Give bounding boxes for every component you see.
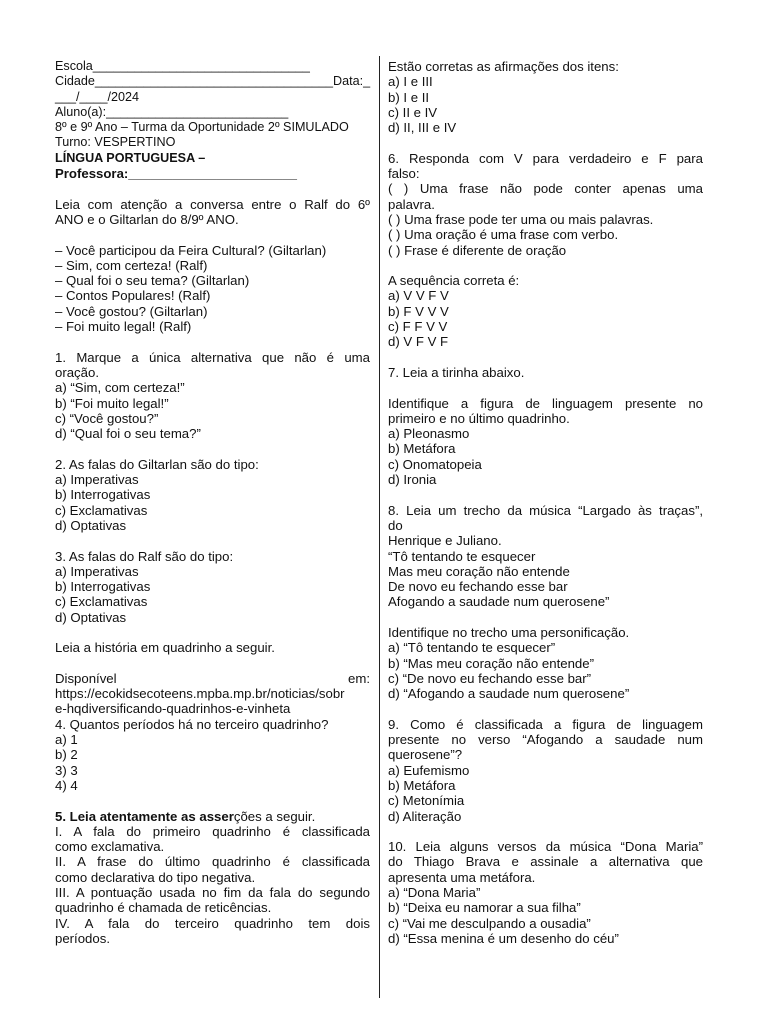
text-line: a) Pleonasmo <box>388 426 470 442</box>
text-line: – Contos Populares! (Ralf) <box>55 288 211 304</box>
text-line: Disponível em: <box>55 670 370 686</box>
text-line: oração. <box>55 364 99 380</box>
text-line: 5. Leia atentamente as asserções a seguir. <box>55 808 316 824</box>
text-line: d) II, III e IV <box>388 120 457 136</box>
text-line: – Você gostou? (Giltarlan) <box>55 303 208 319</box>
text-line: 10. Leia alguns versos da música “Dona Maria” <box>388 839 703 855</box>
text-line: Cidade__________________________________Data:_ <box>55 74 371 89</box>
text-line: a) V V F V <box>388 288 449 304</box>
text-line: De novo eu fechando esse bar <box>388 579 568 595</box>
text-line: b) “Deixa eu namorar a sua filha” <box>388 900 581 916</box>
text-line: b) “Mas meu coração não entende” <box>388 655 594 671</box>
text-line: 7. Leia a tirinha abaixo. <box>388 364 525 380</box>
text-line: – Sim, com certeza! (Ralf) <box>55 257 208 273</box>
text-line: c) II e IV <box>388 104 438 120</box>
text-line: 4. Quantos períodos há no terceiro quadrinho? <box>55 716 329 732</box>
text-line: 8º e 9º Ano – Turma da Oportunidade 2º SIMULADO <box>55 120 349 135</box>
blank-line <box>388 380 703 395</box>
text-line: b) Metáfora <box>388 441 456 457</box>
text-line: a) “Sim, com certeza!” <box>55 380 185 396</box>
blank-line <box>55 533 370 548</box>
text-line: Leia a história em quadrinho a seguir. <box>55 640 275 656</box>
text-line: ( ) Uma frase pode ter uma ou mais palavras. <box>388 211 654 227</box>
text-line: Estão corretas as afirmações dos itens: <box>388 59 619 74</box>
blank-line <box>55 793 370 808</box>
text-line: Afogando a saudade num querosene” <box>388 594 610 610</box>
text-line: b) F V V V <box>388 303 449 319</box>
text-line: ( ) Uma frase não pode conter apenas uma <box>388 181 703 197</box>
text-line: do Thiago Brava e assinale a alternativa que <box>388 854 703 870</box>
text-line: como exclamativa. <box>55 839 165 855</box>
blank-line <box>388 610 703 625</box>
text-line: d) V F V F <box>388 334 449 350</box>
text-line: ( ) Uma oração é uma frase com verbo. <box>388 227 619 243</box>
text-line: d) “Qual foi o seu tema?” <box>55 426 201 442</box>
text-line: a) Imperativas <box>55 563 139 579</box>
text-line: querosene”? <box>388 747 463 763</box>
text-line: IV. A fala do terceiro quadrinho tem dois <box>55 915 370 931</box>
bold-prefix: 5. Leia atentamente as asser <box>55 808 234 824</box>
text-line: a) Eufemismo <box>388 762 470 778</box>
text-line: 3) 3 <box>55 762 78 778</box>
text-line: LÍNGUA PORTUGUESA – <box>55 150 206 165</box>
text-line: a) 1 <box>55 732 78 748</box>
blank-line <box>55 625 370 640</box>
text-line: como declarativa do tipo negativa. <box>55 869 256 885</box>
text-line: a) “Dona Maria” <box>388 885 481 901</box>
text-line: d) “Essa menina é um desenho do céu” <box>388 930 619 946</box>
text-line: e-hqdiversificando-quadrinhos-e-vinheta <box>55 701 291 717</box>
text-line: 3. As falas do Ralf são do tipo: <box>55 548 234 564</box>
text-line: – Qual foi o seu tema? (Giltarlan) <box>55 273 250 289</box>
text-line: d) Optativas <box>55 609 127 625</box>
text-line: períodos. <box>55 930 110 946</box>
text-line: d) “Afogando a saudade num querosene” <box>388 686 630 702</box>
text-line: d) Optativas <box>55 517 127 533</box>
text-line: Identifique no trecho uma personificação. <box>388 624 630 640</box>
text-line: Professora:_______________________ <box>55 166 297 182</box>
text-line: Escola_______________________________ <box>55 59 310 73</box>
blank-line <box>388 701 703 716</box>
blank-line <box>388 487 703 502</box>
text-line: c) Exclamativas <box>55 594 148 610</box>
text-line: d) Ironia <box>388 472 437 488</box>
blank-line <box>55 227 370 242</box>
text-line: b) Interrogativas <box>55 487 151 503</box>
text-line: presente no verso “Afogando a saudade num <box>388 732 703 748</box>
blank-line <box>55 441 370 456</box>
text-line: palavra. <box>388 196 435 212</box>
column-divider <box>379 56 380 998</box>
text-line: Turno: VESPERTINO <box>55 135 176 150</box>
text-line: A sequência correta é: <box>388 273 520 289</box>
text-line: do <box>388 517 403 533</box>
text-line: Leia com atenção a conversa entre o Ralf do 6º <box>55 196 370 212</box>
text-line: Identifique a figura de linguagem presente no <box>388 395 703 411</box>
text-line: b) 2 <box>55 747 78 763</box>
text-line: Mas meu coração não entende <box>388 563 570 579</box>
text-line: b) “Foi muito legal!” <box>55 395 169 411</box>
text-line: 9. Como é classificada a figura de linguagem <box>388 716 703 732</box>
text-line: – Foi muito legal! (Ralf) <box>55 319 192 335</box>
text-line: I. A fala do primeiro quadrinho é classificada <box>55 823 370 839</box>
text-line: c) Metonímia <box>388 793 465 809</box>
text-line: b) I e II <box>388 89 430 105</box>
blank-line <box>55 334 370 349</box>
text-line: https://ecokidsecoteens.mpba.mp.br/noticias/sobr <box>55 686 345 702</box>
text-line: 6. Responda com V para verdadeiro e F para <box>388 150 703 166</box>
text-line: b) Metáfora <box>388 777 456 793</box>
text-line: II. A frase do último quadrinho é classificada <box>55 854 370 870</box>
blank-line <box>55 181 370 196</box>
text-line: 8. Leia um trecho da música “Largado às traças”, <box>388 502 703 518</box>
text-line: c) F F V V <box>388 319 448 335</box>
text-line: c) Exclamativas <box>55 502 148 518</box>
text-line: III. A pontuação usada no fim da fala do segundo <box>55 885 370 901</box>
text-line: a) Imperativas <box>55 472 139 488</box>
text-line: Aluno(a):__________________________ <box>55 104 289 119</box>
text-line: d) Aliteração <box>388 808 462 824</box>
text-line: ( ) Frase é diferente de oração <box>388 242 567 258</box>
blank-line <box>388 135 703 150</box>
text-line: primeiro e no último quadrinho. <box>388 410 570 426</box>
text-line: c) “De novo eu fechando esse bar” <box>388 670 592 686</box>
blank-line <box>55 656 370 671</box>
blank-line <box>388 824 703 839</box>
text-line: “Tô tentando te esquecer <box>388 548 536 564</box>
blank-line <box>388 350 703 365</box>
text-line: ANO e o Giltarlan do 8/9º ANO. <box>55 211 239 227</box>
text-line: a) I e III <box>388 74 433 90</box>
text-line: c) Onomatopeia <box>388 456 482 472</box>
text-line: c) “Vai me desculpando a ousadia” <box>388 915 591 931</box>
text-line: falso: <box>388 166 420 182</box>
text-line: – Você participou da Feira Cultural? (Giltarlan) <box>55 242 327 258</box>
text-line: 4) 4 <box>55 777 78 793</box>
text-line: 1. Marque a única alternativa que não é uma <box>55 349 370 365</box>
blank-line <box>388 258 703 273</box>
text-line: apresenta uma metáfora. <box>388 869 536 885</box>
text-line: b) Interrogativas <box>55 579 151 595</box>
text-line: a) “Tô tentando te esquecer” <box>388 640 556 656</box>
text-line: Henrique e Juliano. <box>388 533 502 549</box>
right-column <box>388 59 703 946</box>
left-column <box>55 59 370 946</box>
text-line: quadrinho é chamada de reticências. <box>55 900 272 916</box>
text-line: 2. As falas do Giltarlan são do tipo: <box>55 456 259 472</box>
text-line: ___/____/2024 <box>55 89 140 104</box>
text-line: c) “Você gostou?” <box>55 410 159 426</box>
